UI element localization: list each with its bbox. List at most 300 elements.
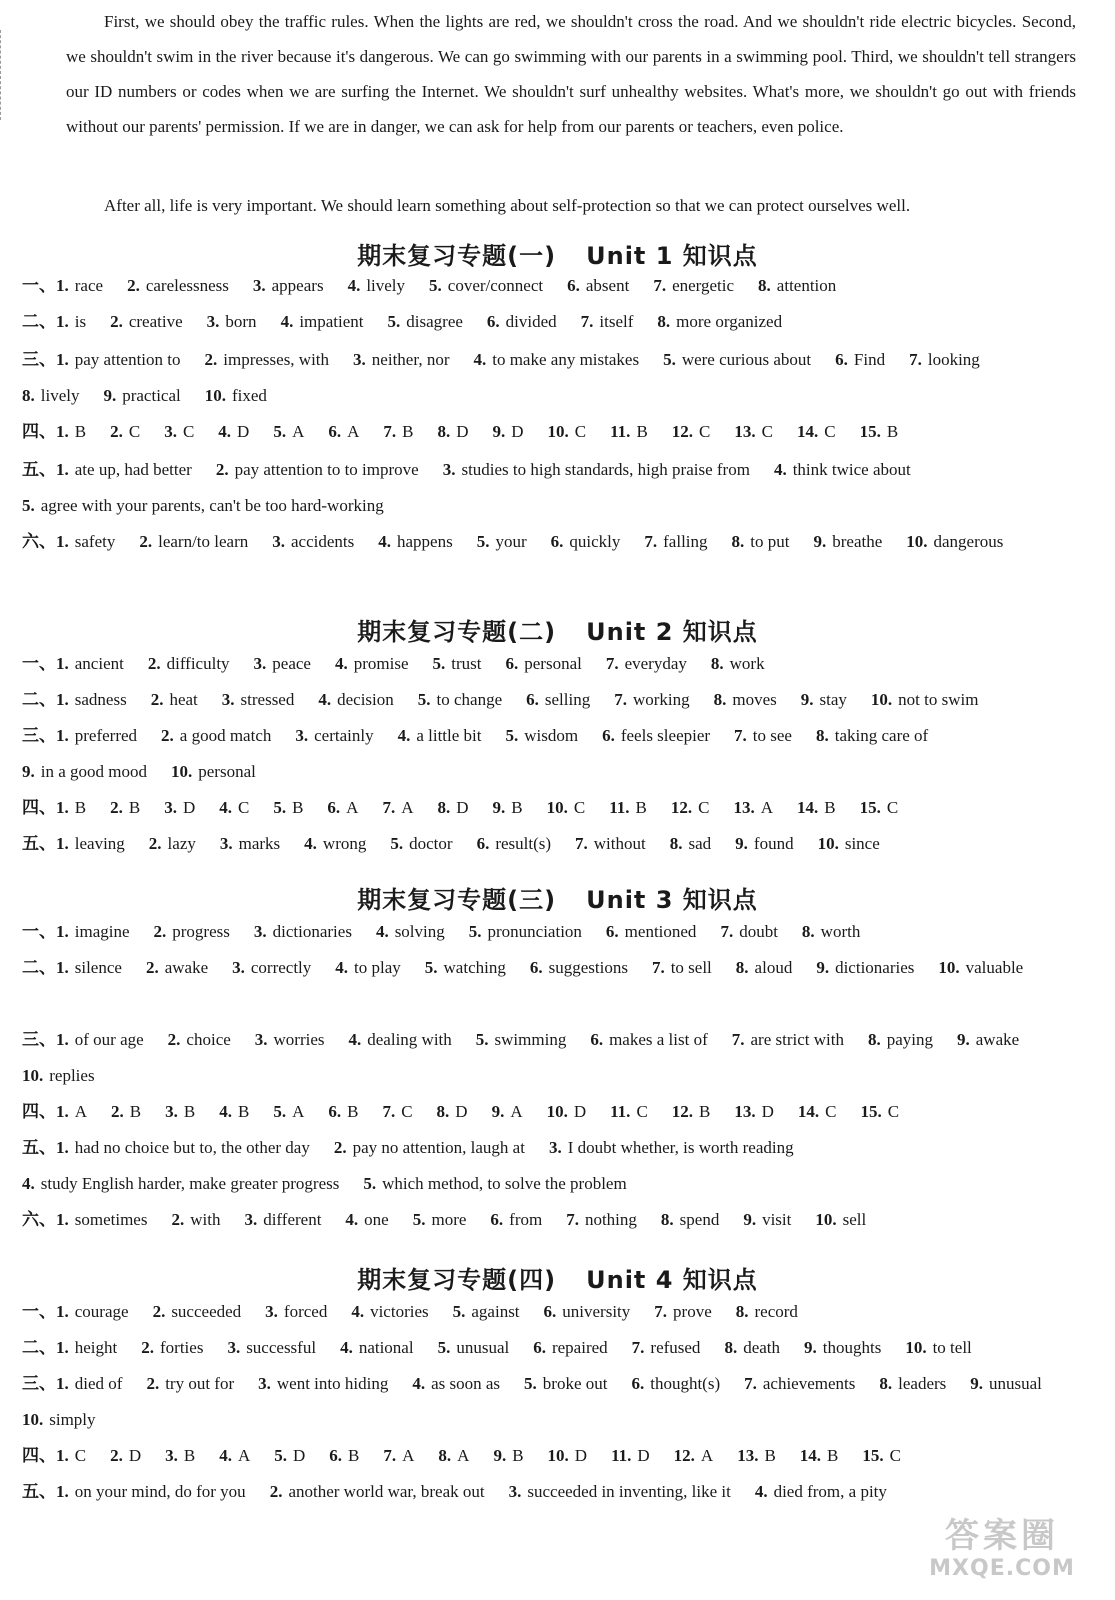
- answer-item: [606, 646, 687, 682]
- answer-number: 6.: [327, 798, 341, 817]
- answer-item: [345, 1202, 388, 1238]
- answer-item: [711, 646, 765, 682]
- answer-item: [56, 1366, 122, 1402]
- unit-heading: [0, 1260, 1115, 1295]
- answer-section: [22, 304, 1077, 340]
- answer-number: 1.: [56, 1374, 69, 1393]
- answer-number: 14.: [799, 1446, 822, 1465]
- answer-number: 10.: [905, 1338, 927, 1357]
- answer-number: 9.: [816, 958, 830, 977]
- answer-item: [804, 1330, 881, 1366]
- answer-number: 10.: [546, 798, 568, 817]
- answer-text: absent: [585, 276, 630, 295]
- answer-item: [734, 414, 773, 450]
- answer-item: [743, 1202, 791, 1238]
- answer-number: 4.: [219, 1446, 232, 1465]
- answer-text: preferred: [74, 726, 138, 745]
- answer-number: 3.: [164, 798, 177, 817]
- answer-number: 3.: [165, 1446, 178, 1465]
- answer-text: solving: [394, 922, 445, 941]
- answer-text: result(s): [495, 834, 552, 853]
- answer-number: 1.: [56, 350, 69, 369]
- answer-item: [56, 826, 125, 862]
- answer-text: impresses, with: [223, 350, 330, 369]
- answer-number: 3.: [206, 312, 220, 331]
- answer-text: B: [824, 798, 836, 817]
- answer-section: [22, 790, 1077, 826]
- answer-text: awake: [975, 1030, 1020, 1049]
- answer-item: [149, 826, 196, 862]
- answer-text: A: [760, 798, 773, 817]
- answer-number: 7.: [731, 1030, 745, 1049]
- answer-item: [835, 342, 885, 378]
- answer-number: 3.: [265, 1302, 278, 1321]
- answer-section: [22, 718, 1077, 790]
- answer-number: 1.: [56, 1138, 69, 1157]
- answer-number: 1.: [56, 726, 69, 745]
- answer-item: [171, 754, 256, 790]
- answer-text: D: [128, 1446, 142, 1465]
- answer-text: to tell: [932, 1338, 972, 1357]
- answer-number: 4.: [219, 1102, 232, 1121]
- answer-item: [671, 790, 710, 826]
- answer-number: 8.: [867, 1030, 881, 1049]
- answer-item: [602, 718, 710, 754]
- answer-text: D: [456, 798, 469, 817]
- essay-paragraph-2: After all, life is very important. We should learn something about self-protection so that we can protect ourselves well.: [104, 196, 911, 215]
- answer-item: [551, 524, 621, 560]
- answer-number: 14.: [796, 798, 819, 817]
- section-marker: 二、: [22, 690, 56, 709]
- answer-number: 8.: [669, 834, 683, 853]
- answer-item: [735, 826, 793, 862]
- answer-text: falling: [663, 532, 708, 551]
- answer-number: 10.: [870, 690, 893, 709]
- answer-text: C: [636, 1102, 648, 1121]
- section-marker: 五、: [22, 1482, 56, 1501]
- answer-item: [273, 790, 303, 826]
- answer-text: accidents: [291, 532, 355, 551]
- answer-text: C: [824, 422, 836, 441]
- answer-text: progress: [172, 922, 230, 941]
- answer-number: 3.: [258, 1374, 271, 1393]
- answer-number: 2.: [167, 1030, 181, 1049]
- answer-item: [353, 342, 449, 378]
- answer-number: 6.: [567, 276, 580, 295]
- answer-text: C: [74, 1446, 87, 1465]
- answer-text: difficulty: [166, 654, 230, 673]
- answer-number: 9.: [492, 798, 506, 817]
- answer-item: [56, 950, 122, 986]
- answer-text: your: [495, 532, 527, 551]
- answer-item: [524, 1366, 607, 1402]
- answer-section: [22, 1474, 1077, 1510]
- answer-item: [56, 1330, 117, 1366]
- answer-number: 8.: [436, 1102, 450, 1121]
- answer-item: [549, 1130, 794, 1166]
- answer-section: [22, 1130, 1077, 1202]
- unit-heading: [0, 880, 1115, 915]
- answer-text: a good match: [179, 726, 272, 745]
- answer-item: [469, 914, 582, 950]
- answer-section: [22, 682, 1077, 718]
- answer-item: [438, 1438, 469, 1474]
- section-marker: 一、: [22, 276, 56, 295]
- answer-item: [110, 1438, 141, 1474]
- answer-item: [335, 950, 401, 986]
- answer-item: [216, 452, 419, 488]
- answer-text: cover/connect: [447, 276, 544, 295]
- answer-text: stressed: [240, 690, 295, 709]
- answer-item: [437, 790, 468, 826]
- answer-number: 5.: [424, 958, 438, 977]
- answer-item: [161, 718, 271, 754]
- answer-text: D: [761, 1102, 774, 1121]
- answer-item: [378, 524, 452, 560]
- answer-number: 13.: [734, 1102, 756, 1121]
- answer-text: replies: [49, 1066, 95, 1085]
- answer-number: 5.: [417, 690, 431, 709]
- answer-number: 2.: [148, 834, 162, 853]
- answer-number: 1.: [56, 1338, 69, 1357]
- answer-item: [610, 414, 648, 450]
- answer-item: [631, 1366, 720, 1402]
- answer-text: spend: [679, 1210, 720, 1229]
- answer-text: Find: [853, 350, 886, 369]
- answer-number: 8.: [437, 798, 451, 817]
- answer-number: 10.: [815, 1210, 837, 1229]
- answer-number: 10.: [22, 1066, 44, 1085]
- answer-text: peace: [272, 654, 311, 673]
- answer-number: 2.: [141, 1338, 154, 1357]
- answer-text: awake: [164, 958, 209, 977]
- answer-text: B: [512, 1446, 524, 1465]
- section-marker: 五、: [22, 1138, 56, 1157]
- answer-number: 7.: [720, 922, 734, 941]
- answer-text: simply: [49, 1410, 96, 1429]
- answer-item: [802, 914, 860, 950]
- answer-text: dealing with: [367, 1030, 452, 1049]
- answer-number: 2.: [333, 1138, 347, 1157]
- answer-text: looking: [927, 350, 980, 369]
- answer-text: study English harder, make greater progress: [40, 1174, 340, 1193]
- answer-text: more: [431, 1210, 467, 1229]
- answer-item: [383, 1438, 414, 1474]
- answer-text: D: [237, 422, 250, 441]
- answer-text: A: [74, 1102, 88, 1121]
- answer-item: [219, 1438, 250, 1474]
- answer-item: [335, 646, 409, 682]
- answer-text: personal: [198, 762, 256, 781]
- answer-number: 2.: [110, 312, 123, 331]
- answer-text: A: [346, 798, 359, 817]
- answer-item: [270, 1474, 485, 1510]
- answer-item: [22, 754, 147, 790]
- section-marker: 二、: [22, 1338, 56, 1357]
- answer-text: energetic: [672, 276, 735, 295]
- answer-item: [318, 682, 393, 718]
- section-marker: 五、: [22, 460, 56, 479]
- answer-number: 5.: [273, 1102, 287, 1121]
- answer-item: [548, 414, 587, 450]
- answer-number: 4.: [340, 1338, 353, 1357]
- answer-item: [438, 1330, 510, 1366]
- answer-item: [544, 1294, 631, 1330]
- answer-item: [732, 1022, 844, 1058]
- answer-text: from: [509, 1210, 543, 1229]
- answer-item: [222, 682, 295, 718]
- answer-item: [146, 950, 208, 986]
- answer-item: [22, 488, 384, 524]
- answer-item: [22, 1058, 95, 1094]
- section-marker: 三、: [22, 1030, 56, 1049]
- answer-item: [418, 682, 502, 718]
- answer-item: [376, 914, 445, 950]
- answer-item: [412, 1366, 500, 1402]
- answer-item: [168, 1022, 231, 1058]
- answer-text: to sell: [670, 958, 712, 977]
- answer-text: forced: [283, 1302, 328, 1321]
- answer-text: B: [699, 1102, 711, 1121]
- answer-item: [165, 1094, 195, 1130]
- unit-heading: [0, 236, 1115, 271]
- answer-number: 15.: [859, 798, 881, 817]
- answer-text: attention: [776, 276, 837, 295]
- answer-number: 5.: [22, 496, 35, 515]
- answer-item: [493, 1438, 523, 1474]
- answer-number: 1.: [56, 276, 69, 295]
- answer-item: [141, 1330, 203, 1366]
- answer-text: found: [753, 834, 794, 853]
- answer-item: [219, 790, 249, 826]
- answer-number: 2.: [111, 1102, 124, 1121]
- answer-number: 2.: [215, 460, 229, 479]
- answer-text: are strict with: [750, 1030, 844, 1049]
- answer-number: 1.: [56, 1302, 69, 1321]
- answer-number: 6.: [602, 726, 615, 745]
- answer-text: selling: [544, 690, 591, 709]
- answer-number: 7.: [631, 1338, 645, 1357]
- answer-number: 3.: [272, 532, 285, 551]
- answer-text: happens: [397, 532, 453, 551]
- answer-text: sell: [842, 1210, 867, 1229]
- answer-number: 7.: [734, 726, 747, 745]
- answer-number: 14.: [796, 422, 819, 441]
- answer-item: [413, 1202, 467, 1238]
- answer-text: A: [700, 1446, 714, 1465]
- answer-number: 4.: [318, 690, 332, 709]
- answer-number: 1.: [56, 834, 69, 853]
- answer-item: [548, 1438, 588, 1474]
- answer-text: I doubt whether, is worth reading: [567, 1138, 794, 1157]
- answer-text: ancient: [74, 654, 124, 673]
- answer-number: 1.: [56, 654, 69, 673]
- answer-number: 4.: [280, 312, 294, 331]
- answer-text: C: [887, 1102, 900, 1121]
- answer-text: neither, nor: [371, 350, 450, 369]
- answer-number: 3.: [295, 726, 309, 745]
- answer-number: 6.: [505, 654, 519, 673]
- answer-text: nothing: [584, 1210, 637, 1229]
- answer-number: 7.: [382, 798, 396, 817]
- answer-item: [218, 414, 249, 450]
- answer-item: [382, 1094, 412, 1130]
- answer-item: [492, 1094, 523, 1130]
- answer-item: [818, 826, 880, 862]
- answer-item: [477, 826, 551, 862]
- answer-section: [22, 950, 1077, 986]
- answer-number: 5.: [273, 422, 287, 441]
- answer-number: 9.: [970, 1374, 984, 1393]
- answer-number: 8.: [735, 1302, 749, 1321]
- answer-number: 3.: [253, 654, 267, 673]
- answer-text: lively: [366, 276, 406, 295]
- answer-item: [295, 718, 373, 754]
- answer-text: B: [636, 422, 648, 441]
- answer-section: [22, 452, 1077, 524]
- answer-text: promise: [353, 654, 409, 673]
- section-marker: 一、: [22, 922, 56, 941]
- answer-number: 1.: [56, 1446, 69, 1465]
- answer-text: C: [698, 798, 710, 817]
- answer-text: D: [511, 422, 524, 441]
- section-marker: 三、: [22, 726, 56, 745]
- unit-heading-title: 期末复习专题(二): [357, 618, 557, 646]
- answer-number: 3.: [221, 690, 235, 709]
- answer-item: [816, 718, 928, 754]
- answer-number: 1.: [56, 422, 69, 441]
- answer-text: studies to high standards, high praise from: [461, 460, 750, 479]
- answer-number: 4.: [347, 276, 361, 295]
- answer-text: B: [511, 798, 523, 817]
- answer-number: 9.: [804, 1338, 817, 1357]
- section-marker: 四、: [22, 422, 56, 441]
- answer-text: one: [364, 1210, 389, 1229]
- answer-text: ate up, had better: [74, 460, 192, 479]
- answer-text: pronunciation: [487, 922, 582, 941]
- answer-text: repaired: [551, 1338, 608, 1357]
- answer-item: [56, 304, 86, 340]
- answer-number: 6.: [526, 690, 539, 709]
- answer-item: [349, 1022, 452, 1058]
- answer-number: 4.: [773, 460, 787, 479]
- answer-number: 1.: [56, 312, 69, 331]
- answer-text: agree with your parents, can't be too hard-working: [40, 496, 384, 515]
- answer-text: working: [632, 690, 690, 709]
- answer-number: 8.: [801, 922, 815, 941]
- answer-number: 10.: [547, 422, 569, 441]
- answer-item: [56, 268, 103, 304]
- answer-item: [227, 1330, 316, 1366]
- answer-number: 7.: [909, 350, 922, 369]
- answer-text: choice: [186, 1030, 231, 1049]
- answer-item: [258, 1366, 388, 1402]
- answer-item: [533, 1330, 607, 1366]
- answer-text: unusual: [989, 1374, 1042, 1393]
- answer-item: [56, 342, 181, 378]
- answer-item: [606, 914, 697, 950]
- answer-number: 2.: [161, 726, 174, 745]
- answer-number: 5.: [432, 654, 446, 673]
- answer-number: 10.: [546, 1102, 568, 1121]
- answer-number: 8.: [713, 690, 727, 709]
- answer-number: 2.: [110, 1446, 123, 1465]
- answer-number: 9.: [492, 422, 506, 441]
- answer-number: 7.: [653, 276, 667, 295]
- answer-item: [720, 914, 777, 950]
- answer-item: [281, 304, 364, 340]
- answer-text: since: [844, 834, 880, 853]
- answer-item: [255, 1022, 325, 1058]
- answer-number: 9.: [493, 1446, 507, 1465]
- answer-text: prove: [673, 1302, 712, 1321]
- answer-number: 7.: [383, 422, 397, 441]
- answer-text: wisdom: [524, 726, 579, 745]
- answer-item: [164, 414, 194, 450]
- answer-text: worries: [273, 1030, 325, 1049]
- answer-text: safety: [74, 532, 116, 551]
- answer-number: 5.: [274, 1446, 287, 1465]
- answer-text: moves: [732, 690, 777, 709]
- section-marker: 六、: [22, 532, 56, 551]
- answer-item: [868, 1022, 933, 1058]
- answer-number: 6.: [543, 1302, 557, 1321]
- answer-text: learn/to learn: [158, 532, 249, 551]
- answer-item: [254, 914, 352, 950]
- answer-text: C: [699, 422, 711, 441]
- answer-item: [473, 342, 639, 378]
- answer-number: 4.: [22, 1174, 35, 1193]
- answer-item: [879, 1366, 946, 1402]
- answer-text: worth: [820, 922, 861, 941]
- answer-item: [724, 1330, 780, 1366]
- answer-text: were curious about: [681, 350, 812, 369]
- section-marker: 三、: [22, 1374, 56, 1393]
- answer-item: [905, 1330, 971, 1366]
- answer-text: born: [225, 312, 257, 331]
- answer-item: [744, 1366, 855, 1402]
- answer-number: 2.: [146, 1374, 160, 1393]
- section-marker: 五、: [22, 834, 56, 853]
- answer-item: [443, 452, 750, 488]
- answer-item: [244, 1202, 321, 1238]
- answer-text: B: [74, 422, 87, 441]
- answer-section: [22, 1330, 1077, 1366]
- answer-text: died from, a pity: [773, 1482, 887, 1501]
- answer-text: C: [237, 798, 250, 817]
- answer-number: 4.: [412, 1374, 426, 1393]
- answer-number: 5.: [505, 726, 519, 745]
- unit-heading-title: 期末复习专题(三): [357, 886, 557, 914]
- answer-item: [382, 790, 413, 826]
- answer-item: [547, 790, 586, 826]
- answer-item: [871, 682, 979, 718]
- answer-item: [860, 790, 899, 826]
- answer-item: [22, 378, 79, 414]
- answer-item: [56, 914, 130, 950]
- answer-text: national: [358, 1338, 414, 1357]
- answer-number: 2.: [127, 276, 140, 295]
- answer-number: 2.: [152, 1302, 166, 1321]
- answer-number: 1.: [56, 1102, 69, 1121]
- answer-number: 3.: [353, 350, 366, 369]
- answer-text: D: [456, 422, 469, 441]
- answer-item: [327, 790, 358, 826]
- answer-number: 10.: [204, 386, 226, 405]
- answer-number: 7.: [580, 312, 594, 331]
- answer-number: 7.: [605, 654, 619, 673]
- answer-text: leaders: [898, 1374, 947, 1393]
